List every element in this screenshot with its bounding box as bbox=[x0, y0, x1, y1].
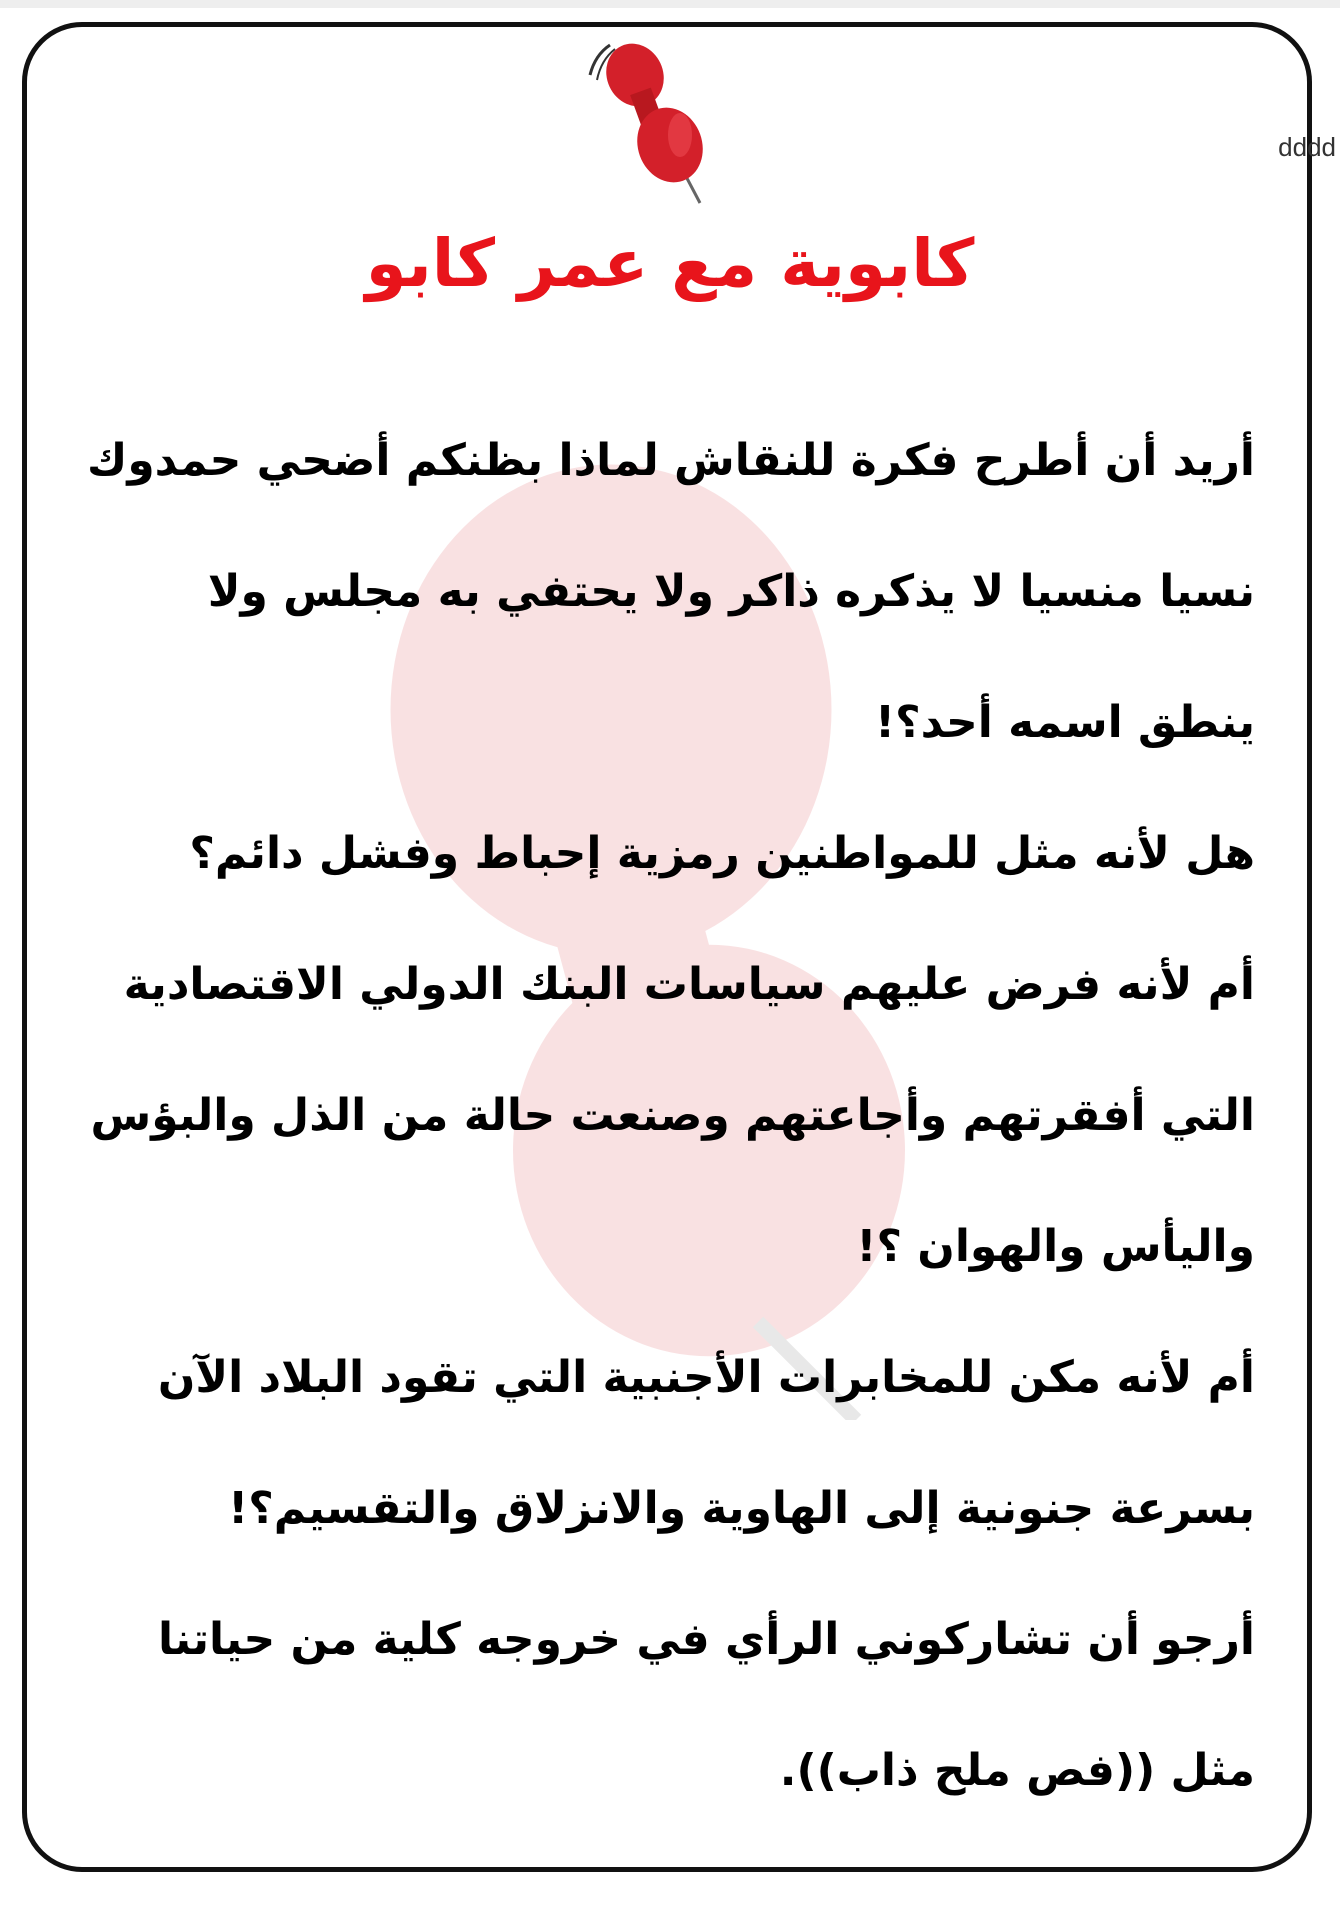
body-line: التي أفقرتهم وأجاعتهم وصنعت حالة من الذل والبؤس bbox=[90, 1090, 1255, 1141]
body-line: هل لأنه مثل للمواطنين رمزية إحباط وفشل دائم؟ bbox=[189, 828, 1255, 879]
side-watermark-text: dddd bbox=[1278, 132, 1336, 162]
top-bar bbox=[0, 0, 1340, 8]
page-title: كابوية مع عمر كابو bbox=[365, 225, 975, 302]
body-line: أم لأنه فرض عليهم سياسات البنك الدولي الاقتصادية bbox=[123, 959, 1255, 1010]
body-line: مثل ((فص ملح ذاب)). bbox=[779, 1745, 1255, 1796]
body-line: أريد أن أطرح فكرة للنقاش لماذا بظنكم أضحي حمدوك bbox=[87, 435, 1255, 486]
pushpin-icon bbox=[575, 35, 735, 205]
body-line: ينطق اسمه أحد؟! bbox=[875, 697, 1255, 748]
body-line: أرجو أن تشاركوني الرأي في خروجه كلية من حياتنا bbox=[157, 1614, 1255, 1665]
body-text bbox=[70, 395, 1255, 1836]
body-line: بسرعة جنونية إلى الهاوية والانزلاق والتقسيم؟! bbox=[228, 1483, 1255, 1534]
body-line: أم لأنه مكن للمخابرات الأجنبية التي تقود البلاد الآن bbox=[157, 1352, 1255, 1403]
body-line: واليأس والهوان ؟! bbox=[856, 1221, 1255, 1272]
body-line: نسيا منسيا لا يذكره ذاكر ولا يحتفي به مجلس ولا bbox=[207, 566, 1255, 617]
